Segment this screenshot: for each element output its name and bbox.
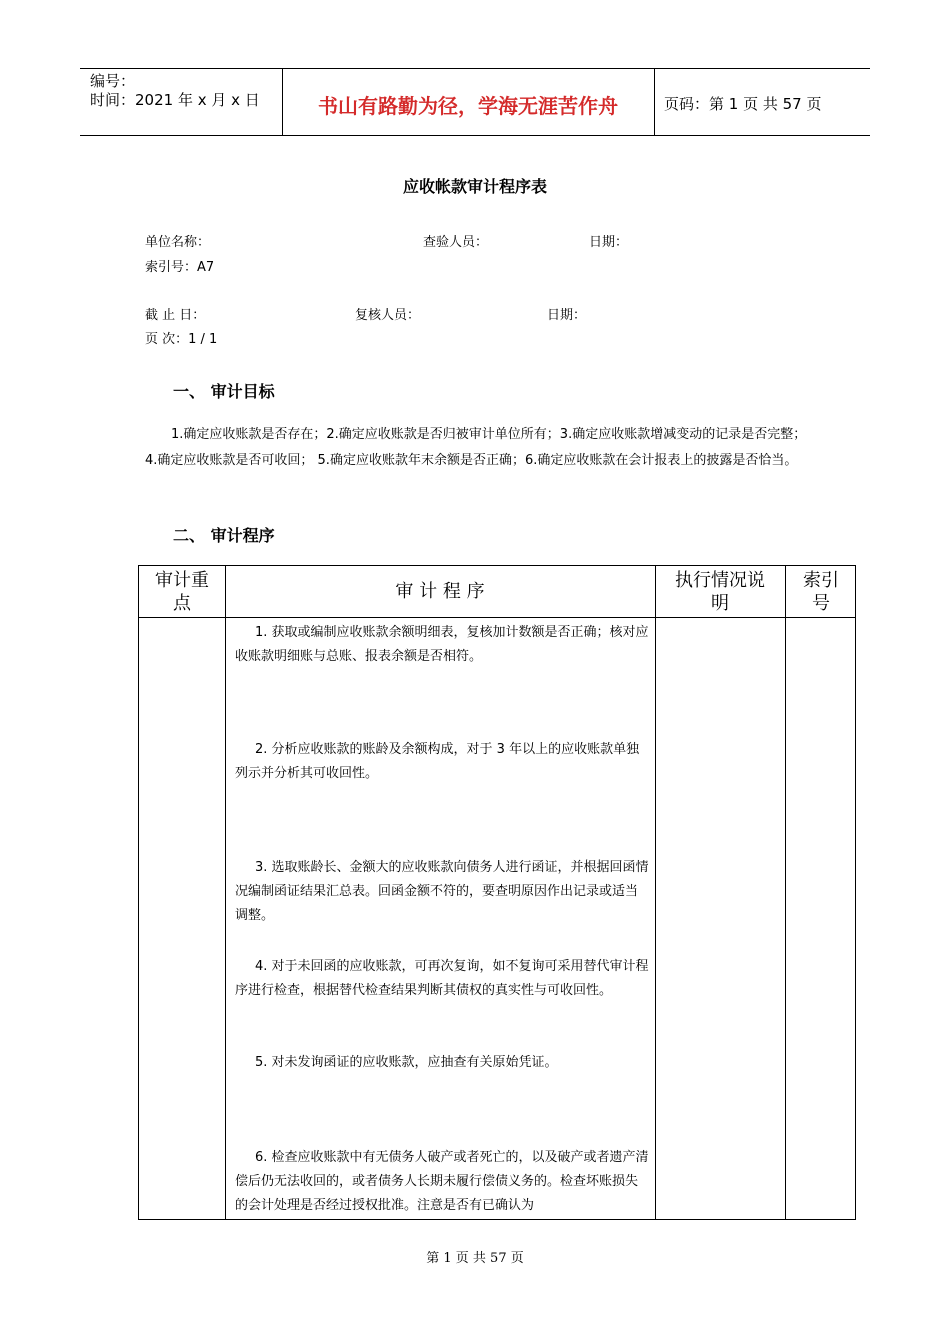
- inspector-label: 查验人员：: [423, 235, 489, 250]
- header-audit-focus: 审计重点: [155, 569, 209, 614]
- section-objective-title: 一、 审计目标: [173, 382, 275, 401]
- procedure-step: 4. 对于未回函的应收账款，可再次复询，如不复询可采用替代审计程序进行检查，根据替代检查结果判断其债权的真实性与可收回性。: [235, 959, 649, 998]
- procedure-step: 2. 分析应收账款的账龄及余额构成，对于 3 年以上的应收账款单独列示并分析其可收回性。: [235, 742, 640, 781]
- reviewer-label: 复核人员：: [355, 308, 421, 323]
- header-index: 索引号: [803, 569, 839, 614]
- header-top-rule: [80, 68, 870, 69]
- procedure-step: 1. 获取或编制应收账款余额明细表，复核加计数额是否正确；核对应收账款明细账与总账、报表余额是否相符。: [235, 625, 649, 664]
- procedure-table: [138, 565, 856, 1220]
- doc-number-label: 编号：: [90, 72, 136, 90]
- table-col-divider: [655, 566, 656, 1219]
- table-col-divider: [225, 566, 226, 1219]
- cutoff-date-label: 截 止 日：: [145, 308, 206, 323]
- header-divider-right: [654, 68, 655, 136]
- page-count: 页 次：1 / 1: [145, 332, 218, 347]
- page-footer: 第 1 页 共 57 页: [426, 1251, 524, 1266]
- header-motto: 书山有路勤为径，学海无涯苦作舟: [318, 94, 618, 118]
- header-bottom-rule: [80, 135, 870, 136]
- procedure-step: 6. 检查应收账款中有无债务人破产或者死亡的，以及破产或者遗产清偿后仍无法收回的，或者债务人长期未履行偿债义务的。检查坏账损失的会计处理是否经过授权批准。注意是否有已确认为: [235, 1150, 649, 1213]
- section-procedure-title: 二、 审计程序: [173, 526, 275, 545]
- objective-text: 1.确定应收账款是否存在；2.确定应收账款是否归被审计单位所有；3.确定应收账款增减变动的记录是否完整；4.确定应收账款是否可收回； 5.确定应收账款年末余额是否正确；6.确定应收账款在会计报表上的披露是否恰当。: [145, 427, 807, 468]
- page-info: 页码：第 1 页 共 57 页: [664, 95, 822, 113]
- unit-name-label: 单位名称：: [145, 235, 211, 250]
- document-title: 应收帐款审计程序表: [402, 177, 547, 196]
- doc-time-label: 时间：2021 年 x 月 x 日: [90, 91, 260, 109]
- date-label-2: 日期：: [547, 308, 587, 323]
- header-audit-procedure: 审 计 程 序: [395, 581, 485, 602]
- date-label-1: 日期：: [589, 235, 629, 250]
- procedure-step: 3. 选取账龄长、金额大的应收账款向债务人进行函证，并根据回函情况编制函证结果汇总表。回函金额不符的，要查明原因作出记录或适当调整。: [235, 860, 649, 923]
- table-col-divider: [785, 566, 786, 1219]
- table-header-divider: [139, 617, 855, 618]
- header-execution-notes: 执行情况说明: [675, 569, 765, 614]
- index-number: 索引号：A7: [145, 260, 215, 275]
- objective-paragraph: [145, 422, 815, 474]
- procedure-step: 5. 对未发询函证的应收账款，应抽查有关原始凭证。: [255, 1055, 558, 1070]
